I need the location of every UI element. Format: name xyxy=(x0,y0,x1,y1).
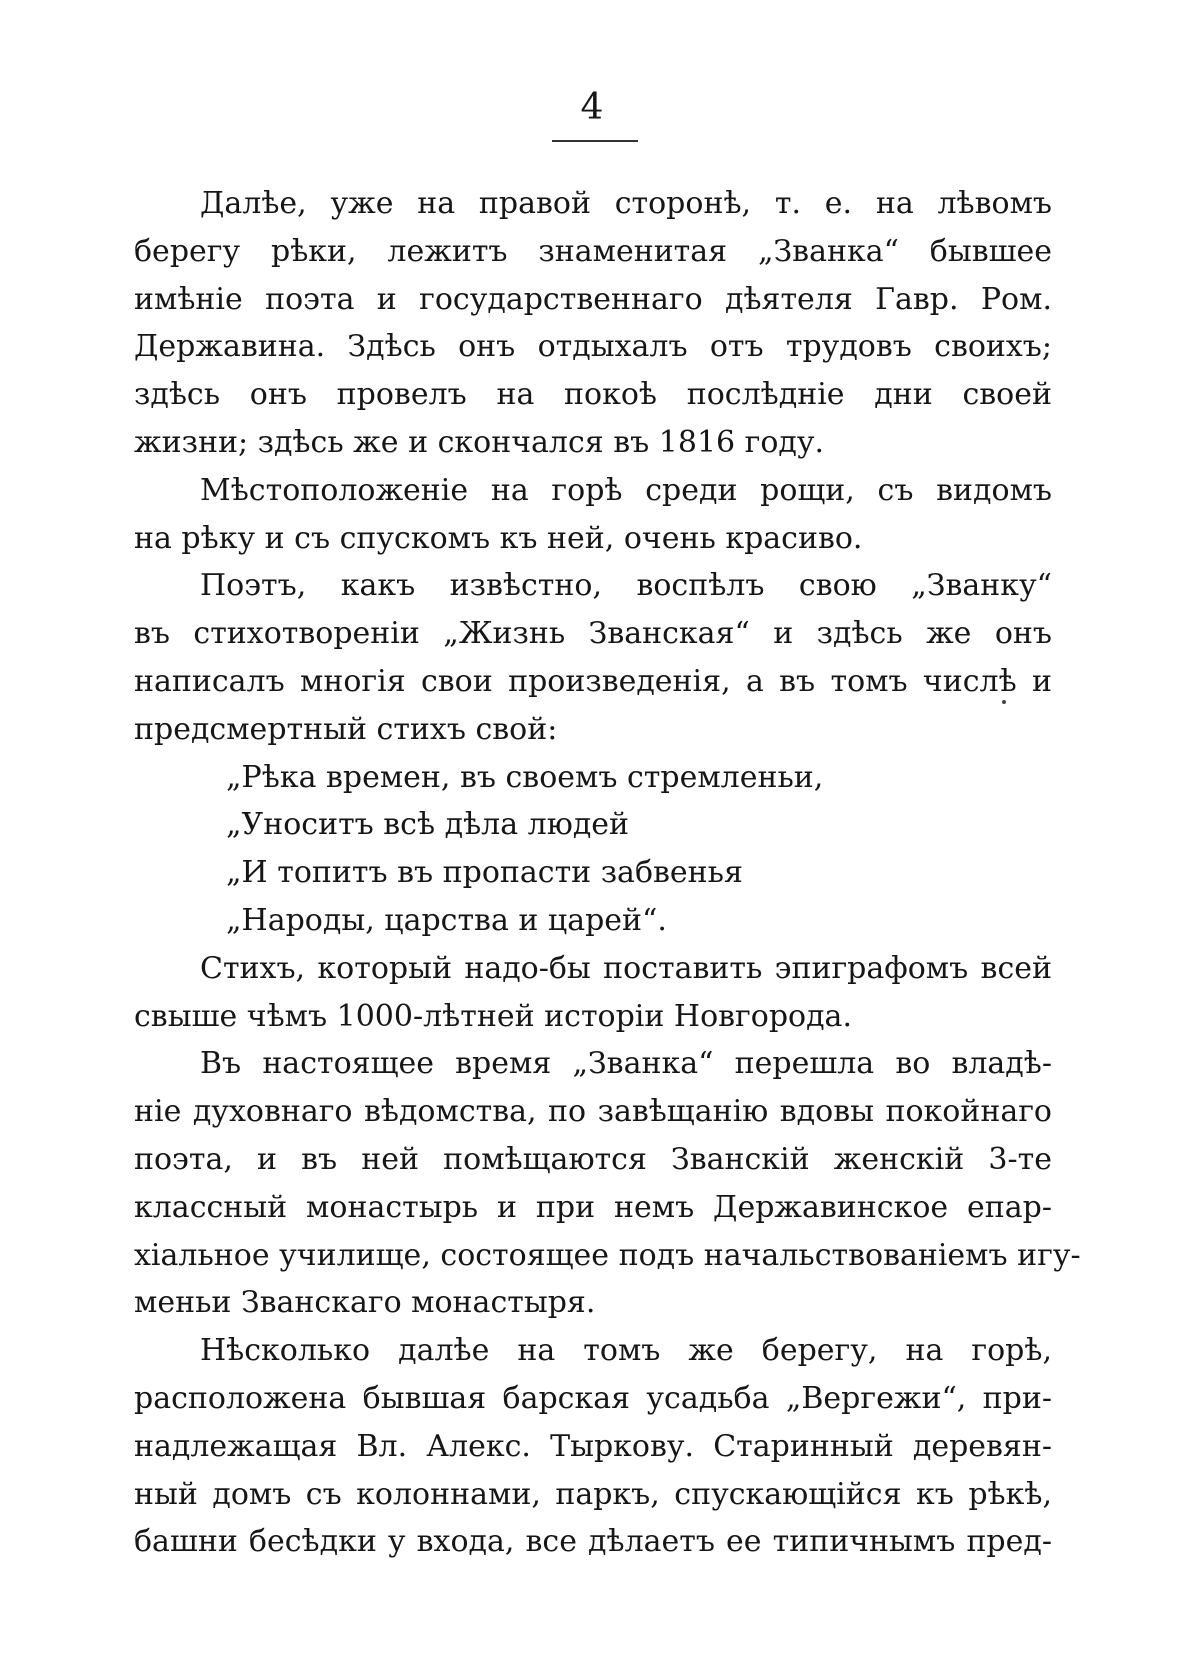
text-line: Державина. Здѣсь онъ отдыхалъ отъ трудовъ своихъ; xyxy=(134,329,1052,365)
text-line: предсмертный стихъ свой: xyxy=(134,711,558,747)
text-line: въ стихотвореніи „Жизнь Званская“ и здѣсь же онъ xyxy=(134,616,1052,652)
text-line: Поэтъ, какъ извѣстно, воспѣлъ свою „Званку“ xyxy=(200,568,1052,604)
text-line: Нѣсколько далѣе на томъ же берегу, на горѣ, xyxy=(200,1333,1052,1369)
text-line: свыше чѣмъ 1000-лѣтней исторіи Новгорода. xyxy=(134,998,852,1034)
text-line: меньи Званскаго монастыря. xyxy=(134,1285,596,1321)
text-line: жизни; здѣсь же и скончался въ 1816 году. xyxy=(134,424,825,460)
text-line: ный домъ съ колоннами, паркъ, спускающійся къ рѣкѣ, xyxy=(134,1476,1052,1512)
verse-line: „И топитъ въ пропасти забвенья xyxy=(226,855,743,891)
text-line: поэта, и въ ней помѣщаются Званскій женскій 3-те xyxy=(134,1141,1052,1177)
text-line: Стихъ, который надо-бы поставить эпиграфомъ всей xyxy=(200,950,1052,986)
verse-line: „Рѣка времен, въ своемъ стремленьи, xyxy=(226,759,824,795)
text-line: написалъ многія свои произведенія, а въ томъ числѣ и xyxy=(134,663,1052,699)
text-line: Въ настоящее время „Званка“ перешла во владѣ- xyxy=(200,1046,1052,1082)
text-line: ніе духовнаго вѣдомства, по завѣщанію вдовы покойнаго xyxy=(134,1094,1052,1130)
header-rule xyxy=(552,140,638,142)
verse-line: „Уноситъ всѣ дѣла людей xyxy=(226,807,630,843)
text-line: на рѣку и съ спускомъ къ ней, очень красиво. xyxy=(134,520,863,556)
print-speck xyxy=(1002,700,1006,704)
text-line: берегу рѣки, лежитъ знаменитая „Званка“ бывшее xyxy=(134,233,1052,269)
text-line: классный монастырь и при немъ Державинское епар- xyxy=(134,1189,1052,1225)
text-line: башни бесѣдки у входа, все дѣлаетъ ее типичнымъ пред- xyxy=(134,1524,1052,1560)
text-line: Мѣстоположеніе на горѣ среди рощи, съ видомъ xyxy=(200,472,1052,508)
text-line: расположена бывшая барская усадьба „Вергежи“, при- xyxy=(134,1380,1052,1416)
text-line: имѣніе поэта и государственнаго дѣятеля Гавр. Ром. xyxy=(134,281,1052,317)
verse-line: „Народы, царства и царей“. xyxy=(226,902,667,938)
text-line: хіальное училище, состоящее подъ начальствованіемъ игу- xyxy=(134,1237,1081,1273)
body-text xyxy=(134,180,1081,1566)
page-number: 4 xyxy=(580,87,604,128)
text-line: Далѣе, уже на правой сторонѣ, т. е. на лѣвомъ xyxy=(200,186,1052,221)
text-line: надлежащая Вл. Алекс. Тыркову. Старинный деревян- xyxy=(134,1428,1052,1464)
text-line: здѣсь онъ провелъ на покоѣ послѣдніе дни своей xyxy=(134,377,1052,413)
